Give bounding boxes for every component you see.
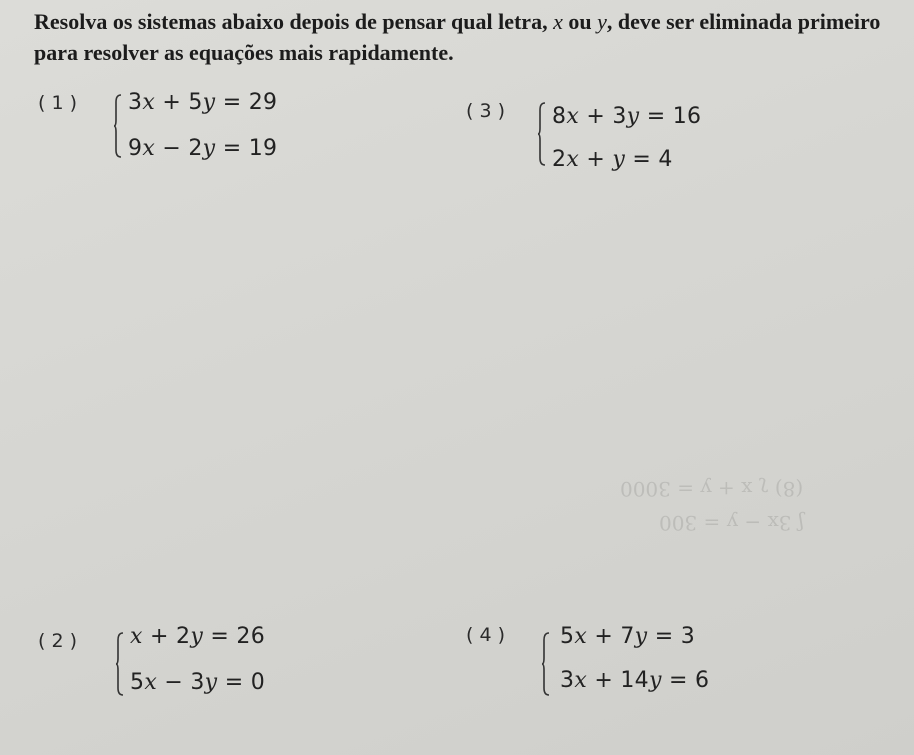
equation-2: 3x + 14y = 6 [560, 668, 710, 693]
equation-1: 3x + 5y = 29 [128, 90, 278, 115]
instructions-text-2: , deve ser eliminada primeiro para resolver as equações mais rapidamente. [34, 9, 881, 65]
variable-y: y [597, 9, 607, 34]
system-brace-icon [114, 94, 120, 158]
equation-2: 9x − 2y = 19 [128, 136, 278, 161]
problem-number: ( 2 ) [38, 630, 77, 652]
equation-2: 5x − 3y = 0 [130, 670, 266, 695]
equation-1: 8x + 3y = 16 [552, 104, 702, 129]
instructions [34, 6, 894, 68]
equation-2: 2x + y = 4 [552, 147, 673, 172]
problem-number: ( 4 ) [466, 624, 505, 646]
instructions-text-1: Resolva os sistemas abaixo depois de pensar qual letra, [34, 9, 554, 34]
system-brace-icon [116, 632, 122, 696]
variable-x: x [553, 9, 563, 34]
system-brace-icon [542, 632, 548, 696]
system-brace-icon [538, 102, 544, 166]
equation-1: 5x + 7y = 3 [560, 624, 696, 649]
problem-number: ( 3 ) [466, 100, 505, 122]
equation-1: x + 2y = 26 [130, 624, 266, 649]
bleed-through-marks: ʃ 3x − y = 300 (8) ʅ x + y = 3000 [620, 477, 804, 535]
problem-number: ( 1 ) [38, 92, 77, 114]
instructions-or: ou [562, 9, 598, 34]
